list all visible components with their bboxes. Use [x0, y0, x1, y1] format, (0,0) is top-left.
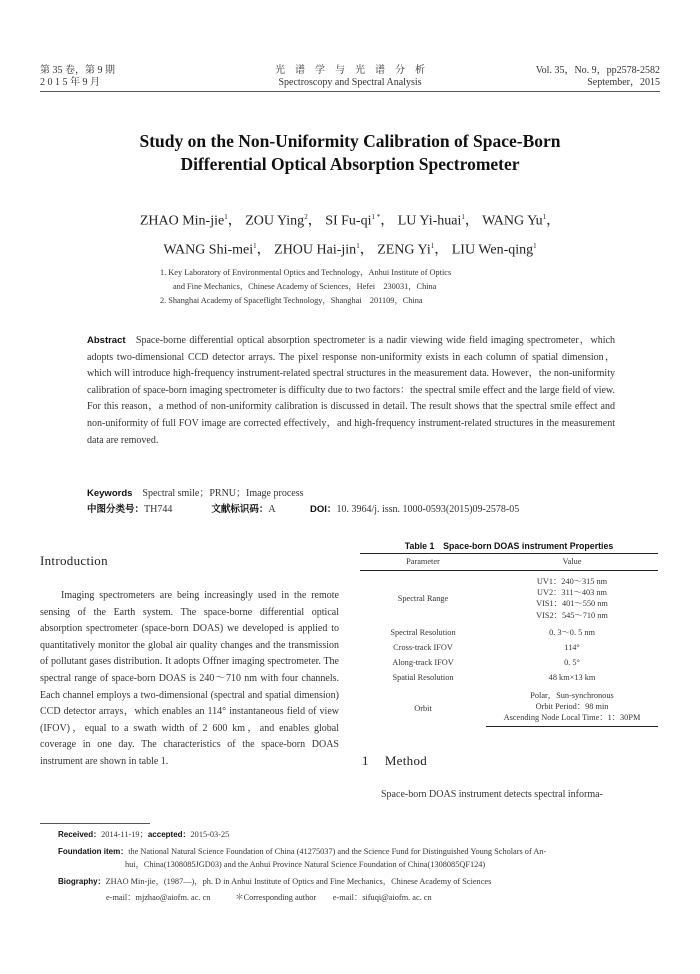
author-list: [40, 205, 660, 262]
author-name: ZOU Ying: [245, 213, 305, 229]
author-sup: 1: [356, 241, 360, 250]
header-journal-cn: 光 谱 学 与 光 谱 分 析: [275, 65, 425, 76]
abstract-label: Abstract: [87, 335, 126, 346]
affiliations: [160, 266, 580, 308]
received-label: Received：: [58, 830, 102, 839]
table-cell-value: 48 km×13 km: [548, 673, 596, 683]
title-line-1: Study on the Non-Uniformity Calibration of Space-Born: [139, 131, 561, 151]
properties-table: [360, 553, 658, 727]
author-name: WANG Yu: [482, 213, 543, 229]
author-sup: 1: [461, 213, 465, 221]
paper-title: [40, 130, 660, 176]
author-line-1: ZHAO Min-jie$^1$， ZOU Ying$^2$， SI $Fu-qi^{1 *}$， LU Yi-huai$^1$， WANG Yu$^1$，: [139, 213, 561, 229]
method-title: Method: [384, 753, 428, 768]
header-volume-cn: [40, 65, 115, 89]
accepted-value: 2015-03-25: [190, 830, 230, 839]
author-name: LIU Wen-qing: [451, 242, 534, 258]
biography-line-1: ZHAO Min-jie，(1987—)，ph. D in Anhui Institute of Optics and Fine Mechanics，Chinese Academy of Sciences: [105, 877, 492, 886]
header-month: September，2015: [587, 77, 660, 88]
table-cell-value: Orbit Period：98 min: [535, 701, 609, 711]
author-name: LU Yi-huai: [397, 213, 462, 229]
table-row: [360, 668, 658, 683]
author-name: ZENG Yi: [377, 242, 431, 258]
introduction-body: [40, 588, 339, 771]
table-cell-value: VIS2：545～710 nm: [536, 610, 608, 620]
affiliation-1: 1. Key Laboratory of Environmental Optics and Technology，Anhui Institute of Optics: [160, 268, 452, 277]
table-cell-value: UV2：311～403 nm: [537, 588, 607, 598]
title-line-2: Differential Optical Absorption Spectrometer: [180, 154, 520, 174]
keywords-label: Keywords: [87, 488, 133, 499]
table-header-row: [360, 554, 658, 571]
table-cell-value: Polar，Sun-synchronous: [530, 690, 614, 700]
header-rule: [40, 91, 660, 92]
doc-code-value: A: [268, 504, 276, 515]
table-cell-param: Along-track IFOV: [392, 658, 454, 668]
table-cell-param: Spectral Range: [397, 593, 449, 603]
doi-value: 10. 3964/j. issn. 1000-0593(2015)09-2578-05: [336, 504, 520, 515]
abstract: [87, 333, 615, 449]
foundation-label: Foundation item：: [58, 847, 129, 856]
accepted-label: accepted：: [147, 830, 191, 839]
author-sup: 1: [253, 241, 257, 250]
author-name: WANG Shi-mei: [163, 242, 254, 258]
method-heading: [362, 753, 427, 769]
author-sup: 1: [224, 213, 228, 221]
classification-line: [87, 503, 519, 517]
table-cell-value: 0. 5°: [564, 658, 580, 668]
header-vol-pages: Vol. 35，No. 9，pp2578-2582: [535, 65, 660, 76]
table-row: [360, 571, 658, 588]
biography-label: Biography：: [58, 877, 106, 886]
method-first-line: Space-born DOAS instrument detects spectral informa-: [381, 789, 603, 800]
introduction-heading: Introduction: [40, 553, 108, 568]
table-cell-value: UV1：240～315 nm: [536, 577, 608, 586]
doc-code-label: 文献标识码：: [211, 504, 269, 515]
author-sup: 2: [304, 213, 308, 221]
table-cell-value: 0. 3～0. 5 nm: [549, 627, 595, 637]
method-number: 1: [362, 753, 369, 768]
table-header-value: Value: [486, 554, 658, 571]
clc-value: TH744: [144, 504, 173, 515]
keywords-text: Spectral smile；PRNU；Image process: [142, 488, 304, 499]
table-row: [360, 627, 658, 638]
affiliation-1-cont: and Fine Mechanics，Chinese Academy of Sciences，Hefei 230031，China: [173, 282, 437, 291]
keywords: [87, 487, 304, 501]
table-cell-param: Orbit: [414, 703, 432, 713]
abstract-text: Space-borne differential optical absorption spectrometer is a nadir viewing wide field imaging spectrometer，which adopts two-dimensional CCD detector arrays. The pixel response non-uniformity exists in each column of spatial dimension，which will introduce high-frequency instrument-related spectral structures in the measurement data. However，the non-uniformity calibration of space-born imaging spectrometer is difficulty due to two factors：the spectral smile effect and the large field of view. For this reason，a method of non-uniformity calibration is discussed in detail. The result shows that the spectral smile effect and non-uniformity of full FOV image are corrected effectively，and high-frequency instrument-related structures in the measurement data are removed.: [87, 335, 615, 446]
table-caption: Table 1 Space-born DOAS instrument Properties: [404, 541, 614, 551]
table-cell-param: Spatial Resolution: [392, 673, 454, 683]
author-line-2: WANG Shi-mei$^1$， ZHOU Hai-jin$^1$， ZENG Yi$^1$， LIU Wen-qing$^1$: [163, 241, 537, 258]
header-volume-line: 第 35 卷，第 9 期: [40, 65, 115, 76]
received-value: 2014-11-19；: [101, 830, 148, 839]
table-cell-param: Spectral Resolution: [390, 627, 456, 637]
author-name: SI Fu-qi: [325, 213, 372, 229]
footnote-foundation-cont: hui，China(1308085JGD03) and the Anhui Province Natural Science Foundation of China(1308085QF124): [125, 860, 486, 869]
author-sup: 1: [542, 213, 547, 221]
table-row: [360, 690, 658, 701]
table-row: [360, 638, 658, 653]
table-header-param: Parameter: [360, 554, 486, 571]
foundation-line-1: the National Natural Science Foundation of China (41275037) and the Science Fund for Distinguished Young Scholars of An-: [128, 847, 547, 856]
header-date-line: 2 0 1 5 年 9 月: [40, 77, 100, 88]
header-volume-en: [536, 65, 660, 89]
header-journal: [200, 65, 500, 89]
footnote-foundation: [58, 845, 546, 858]
table-row: [360, 653, 658, 668]
doi-label: DOI：: [310, 504, 337, 515]
introduction-paragraph: Imaging spectrometers are being increasingly used in the remote sensing of the Earth system. The space-borne differential optical absorption spectrometer (space-born DOAS) we developed is applied to quantitatively monitor the global air quality changes and the transmission of pollutant gases distribution. It adopts Offner imaging spectrometer. The spectral range of space-born DOAS is 240～710 nm with four channels. Each channel employs a two-dimensional (spectral and spatial dimension) CCD detector arrays，which enables an 114° instantaneous field of view (IFOV)，equal to a swath width of 2 600 km，and enables global coverage in one day. The characteristics of the space-born DOAS instrument are shown in table 1.: [40, 590, 339, 767]
author-name: ZHAO Min-jie: [139, 213, 225, 229]
table-cell-value: Ascending Node Local Time：1：30PM: [486, 712, 658, 727]
author-name: ZHOU Hai-jin: [274, 242, 357, 258]
header-journal-en: Spectroscopy and Spectral Analysis: [278, 77, 422, 88]
author-sup: 1 *: [371, 213, 381, 221]
affiliation-2: 2. Shanghai Academy of Spaceflight Technology，Shanghai 201109，China: [160, 296, 423, 305]
table-cell-value: VIS1：401～550 nm: [536, 599, 608, 609]
table-cell-param: Cross-track IFOV: [393, 643, 453, 653]
footnote-biography: [58, 875, 491, 888]
footnote-emails: e-mail：mjzhao@aiofm. ac. cn ＊Corresponding author e-mail：sifuqi@aiofm. ac. cn: [106, 893, 432, 902]
author-sup: 1: [430, 241, 435, 250]
footnote-rule: [40, 823, 150, 824]
clc-label: 中图分类号：: [87, 504, 145, 515]
table-cell-value: 114°: [564, 643, 580, 653]
footnote-received: [58, 828, 229, 841]
author-sup: 1: [533, 241, 537, 250]
